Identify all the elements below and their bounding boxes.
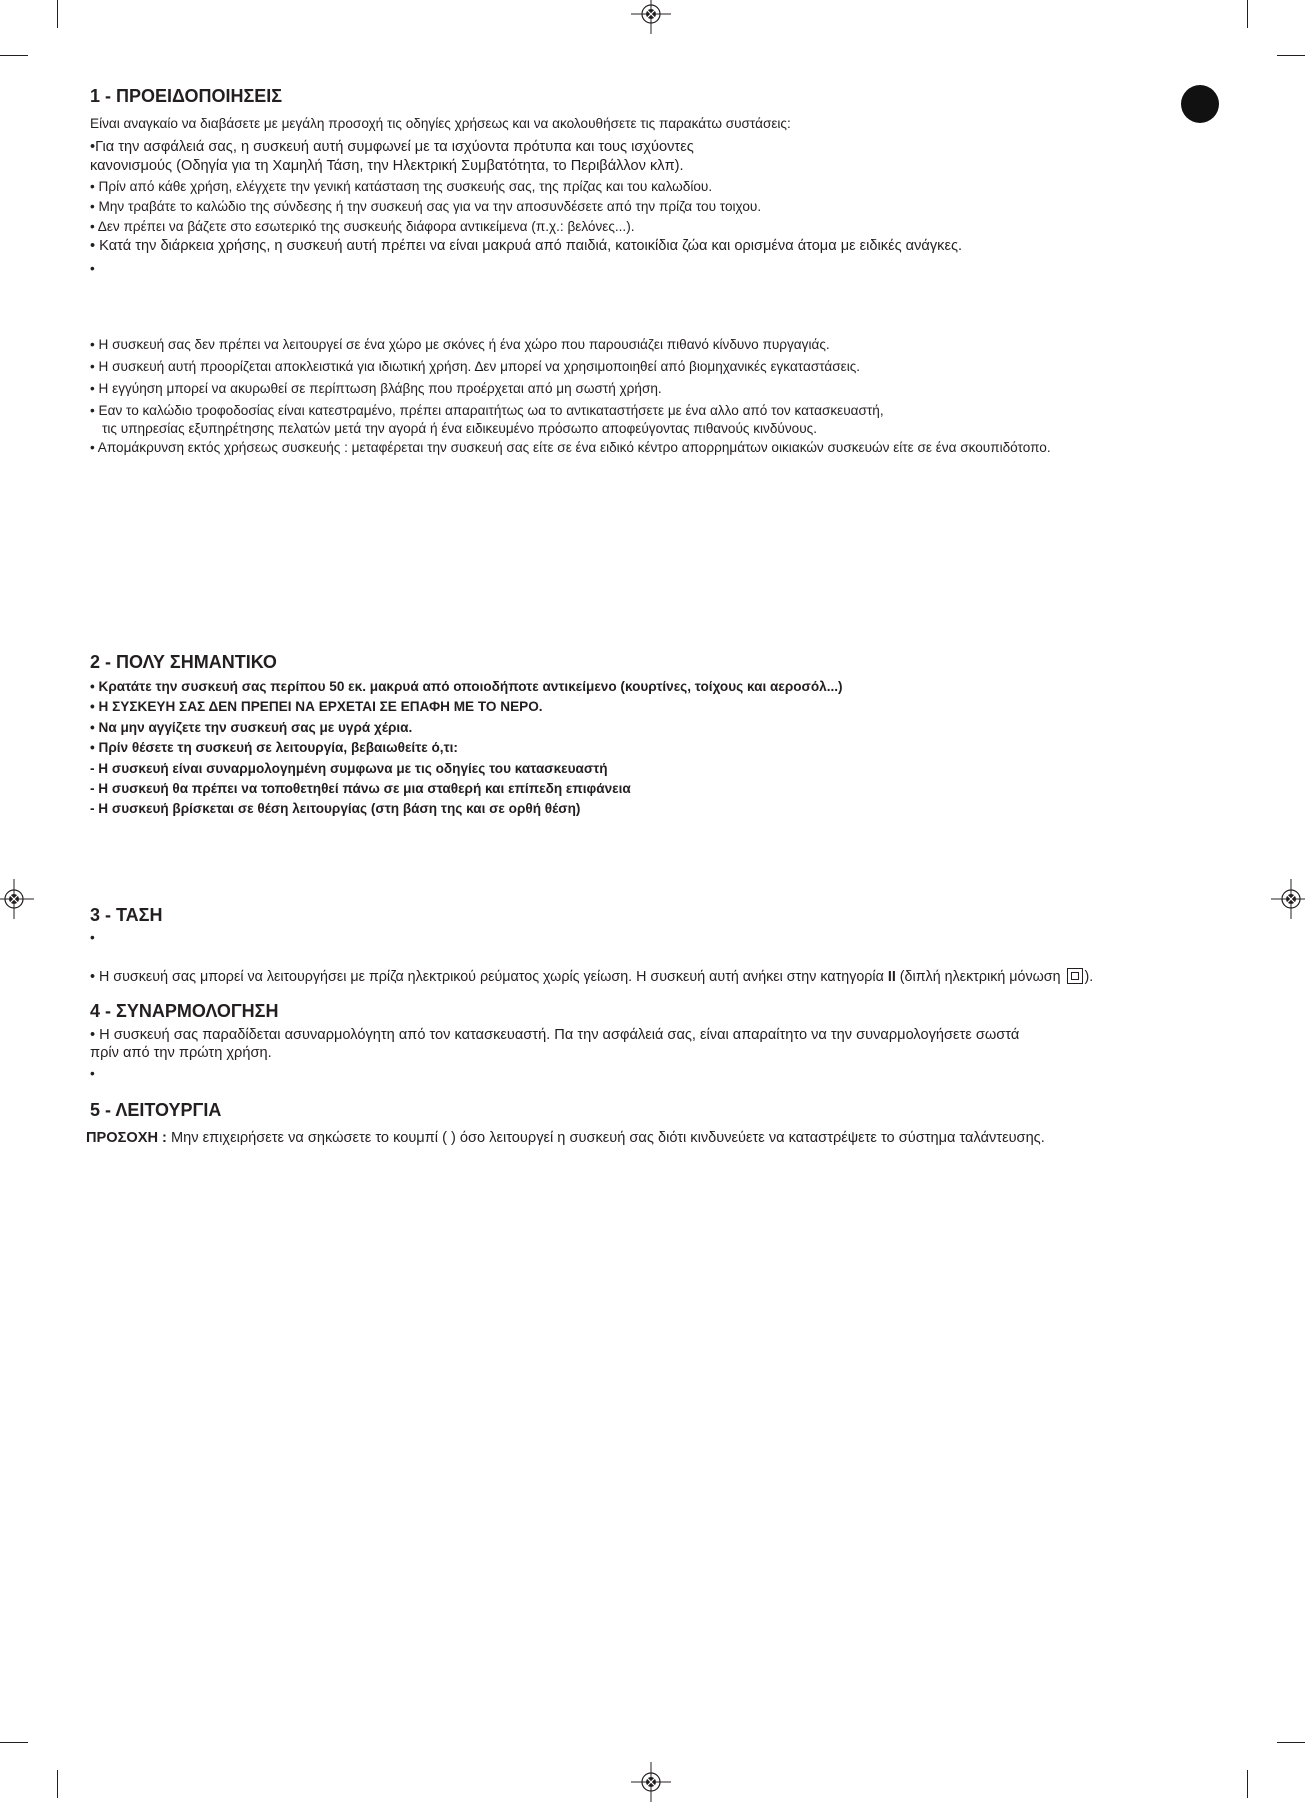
warning-line: • Κατά την διάρκεια χρήσης, η συσκευή αυτή πρέπει να είναι μακρυά από παιδιά, κατοικίδια ζώα και ορισμένα άτομα με ειδικές ανάγκες. [90,238,963,254]
crop-mark [1247,1770,1248,1798]
warning-line: •Για την ασφάλειά σας, η συσκευή αυτή συμφωνεί με τα ισχύοντα πρότυπα και τους ισχύοντες [90,139,694,155]
warning-line: • Η συσκευή αυτή προορίζεται αποκλειστικά για ιδιωτική χρήση. Δεν μπορεί να χρησιμοποιηθεί από βιομηχανικές εγκαταστάσεις. [90,359,861,374]
warning-line: • Πρίν από κάθε χρήση, ελέγχετε την γενική κατάσταση της συσκευής σας, της πρίζας και του καλωδίου. [90,179,713,194]
crop-mark [0,55,28,56]
language-marker-dot [1181,85,1219,123]
crop-mark [0,1742,28,1743]
important-line: • Πρίν θέσετε τη συσκευή σε λειτουργία, βεβαιωθείτε ό,τι: [90,740,458,755]
registration-mark-icon [0,879,34,919]
registration-mark-icon [631,0,671,34]
important-line: • Η ΣΥΣΚΕΥΗ ΣΑΣ ΔΕΝ ΠΡΕΠΕΙ ΝΑ ΕΡΧΕΤΑΙ ΣΕ ΕΠΑΦΗ ΜΕ ΤΟ ΝΕΡΟ. [90,699,543,714]
crop-mark [1277,55,1305,56]
class-label: II [887,969,896,985]
section-heading-operation: 5 - ΛΕΙΤΟΥΡΓΙΑ [90,1100,222,1120]
caution-line [86,1130,1045,1147]
section-heading-voltage: 3 - ΤΑΣΗ [90,905,163,925]
crop-mark [1277,1742,1305,1743]
voltage-text: • Η συσκευή σας μπορεί να λειτουργήσει με πρίζα ηλεκτρικού ρεύματος χωρίς γείωση. Η συσκευή αυτή ανήκει στην κατηγορία [90,969,884,985]
warning-line: • Εαν το καλώδιο τροφοδοσίας είναι κατεστραμένο, πρέπει απαραιτήτως ωα το αντικαταστήσετε με ένα αλλο από τον κατασκευαστή, [90,403,884,418]
warning-line: τις υπηρεσίας εξυπηρέτησης πελατών μετά την αγορά ή ένα ειδικευμένο πρόσωπο αποφεύγοντας πιθανούς κινδύνους. [102,421,817,436]
caution-text: Μην επιχειρήσετε να σηκώσετε το κουμπί ( ) όσο λειτουργεί η συσκευή σας διότι κινδυνεύετε να καταστρέψετε το σύστημα ταλάντευσης. [170,1130,1045,1146]
warning-line: • Δεν πρέπει να βάζετε στο εσωτερικό της συσκευής διάφορα αντικείμενα (π.χ.: βελόνες...). [90,219,635,234]
warning-line: κανονισμούς (Οδηγία για τη Χαμηλή Τάση, την Ηλεκτρική Συμβατότητα, το Περιβάλλον κλπ). [90,158,684,174]
double-insulation-icon [1067,968,1083,984]
voltage-line [90,968,1093,986]
important-line: - Η συσκευή είναι συναρμολογημένη συμφωνα με τις οδηγίες του κατασκευαστή [90,761,608,776]
assembly-line: • [90,1066,95,1081]
registration-mark-icon [1271,879,1305,919]
crop-mark [57,1770,58,1798]
important-line: • Να μην αγγίζετε την συσκευή σας με υγρά χέρια. [90,720,413,735]
important-line: - Η συσκευή βρίσκεται σε θέση λειτουργίας (στη βάση της και σε ορθή θέση) [90,801,581,816]
voltage-line: • [90,930,95,945]
caution-label: ΠΡΟΣΟΧΗ : [86,1130,167,1146]
crop-mark [1247,0,1248,28]
warning-line: • Απομάκρυνση εκτός χρήσεως συσκευής : μεταφέρεται την συσκευή σας είτε σε ένα ειδικό κέντρο απορρημάτων οικιακών συσκευών είτε σε ένα σκουπιδότοπο. [90,440,1051,455]
warning-line: • Μην τραβάτε το καλώδιο της σύνδεσης ή την συσκευή σας για να την αποσυνδέσετε από την πρίζα του τοιχου. [90,199,762,214]
section-heading-important: 2 - ΠΟΛΥ ΣΗΜΑΝΤΙΚΟ [90,652,277,672]
warning-line: • Η εγγύηση μπορεί να ακυρωθεί σε περίπτωση βλάβης που προέρχεται από μη σωστή χρήση. [90,381,662,396]
closing-text: ). [1084,969,1094,985]
insulation-text: (διπλή ηλεκτρική μόνωση [899,969,1061,985]
important-line: • Κρατάτε την συσκευή σας περίπου 50 εκ. μακρυά από οποιοδήποτε αντικείμενο (κουρτίνες, τοίχους και αεροσόλ...) [90,679,843,694]
crop-mark [57,0,58,28]
warnings-intro: Είναι αναγκαίο να διαβάσετε με μεγάλη προσοχή τις οδηγίες χρήσεως και να ακολουθήσετε τις παρακάτω συστάσεις: [90,116,791,131]
warning-line: • Η συσκευή σας δεν πρέπει να λειτουργεί σε ένα χώρο με σκόνες ή ένα χώρο που παρουσιάζει πιθανό κίνδυνο πυργαγιάς. [90,337,830,352]
assembly-line: • Η συσκευή σας παραδίδεται ασυναρμολόγητη από τον κατασκευαστή. Πα την ασφάλειά σας, είναι απαραίτητο να την συναρμολογήσετε σωστά [90,1027,1020,1043]
section-heading-warnings: 1 - ΠΡΟΕΙΔΟΠΟΙΗΣΕΙΣ [90,86,283,106]
warning-line: • [90,261,95,276]
section-heading-assembly: 4 - ΣΥΝΑΡΜΟΛΟΓΗΣΗ [90,1001,279,1021]
assembly-line: πρίν από την πρώτη χρήση. [90,1045,272,1061]
registration-mark-icon [631,1762,671,1802]
important-line: - Η συσκευή θα πρέπει να τοποθετηθεί πάνω σε μια σταθερή και επίπεδη επιφάνεια [90,781,631,796]
